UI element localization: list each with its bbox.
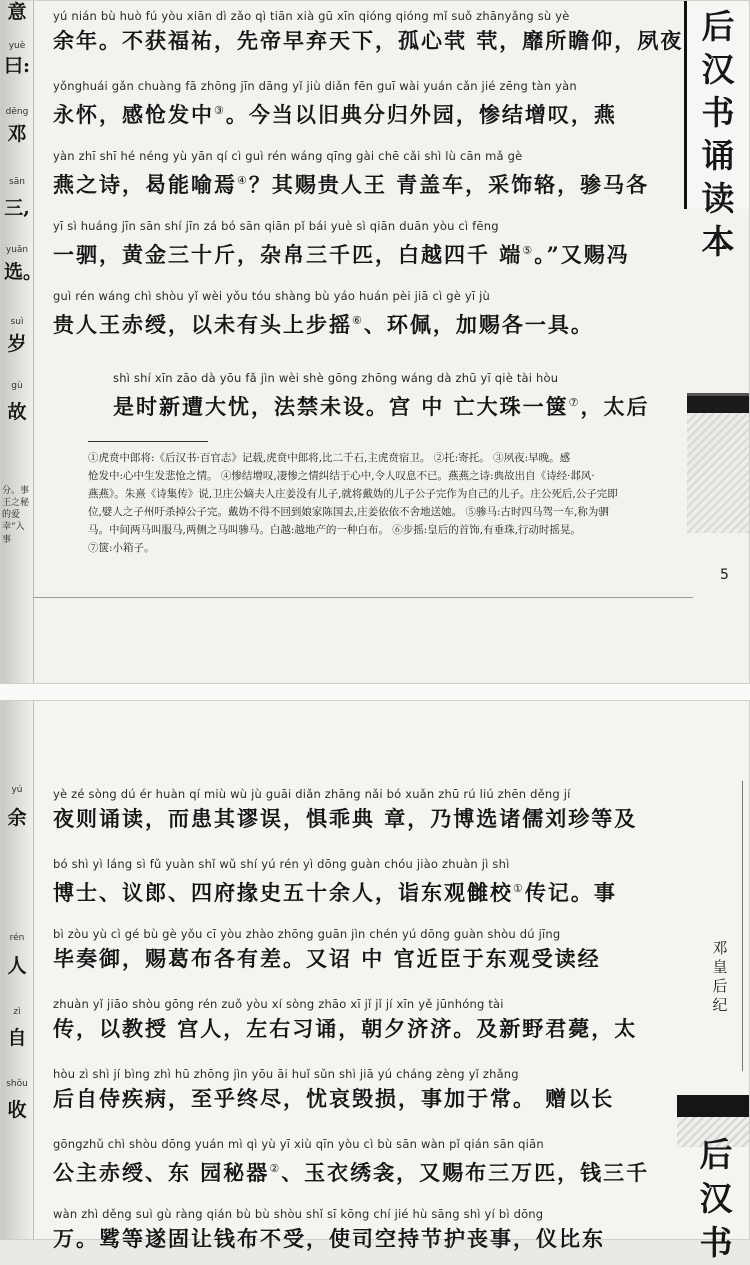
left-page-gutter [1, 1, 43, 683]
chinese-text: 一驷，黄金三十斤，杂帛三千匹，白越四千 端 [53, 242, 523, 267]
footnote-line: 怆发中:心中生发悲怆之情。 ④惨结增叹,凄惨之情纠结于心中,令人叹息不已。燕燕之诗:典故出自《诗经·邶风· [88, 470, 595, 482]
book-title-side-tab [684, 1, 749, 261]
footnote-marker: ① [513, 882, 525, 895]
footnote-divider [88, 441, 208, 442]
text-line [53, 1137, 693, 1186]
pinyin-line: guì rén wáng chì shòu yǐ wèi yǒu tóu shàng bù yáo huán pèi jiā cì gè yī jù [53, 289, 491, 303]
text-line [53, 9, 693, 58]
pinyin-line: bì zòu yù cì gé bù gè yǒu cī yòu zhào zhōng guān jìn chén yú dōng guàn shòu dú jīng [53, 927, 561, 941]
chinese-text: 、玉衣绣衾，又赐布三万匹，钱三千 [281, 1160, 650, 1185]
text-line [53, 927, 693, 976]
chinese-text: 万。骘等遂固让钱布不受，使司空持节护丧事，仪比东 [53, 1226, 605, 1251]
gutter-char: 人 [7, 955, 27, 977]
gutter-footnote-fragment: 分。事王之秘的爱幸“入事 [2, 486, 30, 545]
footnotes-block [88, 449, 688, 557]
footnote-line: 位,嬖人之子州吁杀掉公子完。戴妫不得不回到娘家陈国去,庄姜依依不舍地送她。 ⑤骖马:古时四马驾一车,称为驷 [88, 506, 609, 518]
text-line [53, 1207, 693, 1256]
chapter-label-vertical: 邓 皇 后 纪 [712, 939, 728, 1014]
gutter-pinyin: zì [13, 1007, 21, 1017]
text-line [53, 149, 693, 198]
chinese-line [53, 1012, 693, 1046]
chinese-line [53, 802, 693, 836]
chinese-text: 夜则诵读，而患其谬误，惧乖典 章，乃博选诸儒刘珍等及 [53, 806, 638, 831]
side-hatched-stripe [687, 413, 749, 533]
gutter-char: 故 [7, 401, 27, 423]
chinese-text: 。”又赐冯 [534, 242, 630, 267]
gutter-char: 余 [7, 807, 27, 829]
chinese-line [53, 1222, 693, 1256]
text-line [53, 79, 693, 128]
chinese-text: ，太后 [580, 394, 650, 419]
chinese-text: 贵人王赤绶，以未有头上步摇 [53, 312, 352, 337]
pinyin-line: yè zé sòng dú ér huàn qí miù wù jù guāi diǎn zhāng nǎi bó xuǎn zhū rú liú zhēn děng jí [53, 787, 571, 801]
gutter-pinyin: suì [10, 317, 24, 327]
gutter-char: 岁 [7, 333, 27, 355]
gutter-char: 自 [7, 1027, 27, 1049]
book-title-vertical: 后 汉 书 [699, 1135, 733, 1262]
bottom-book-page-photo [0, 700, 750, 1262]
pinyin-line: bó shì yì láng sì fǔ yuàn shǐ wǔ shí yú rén yì dōng guàn chóu jiào zhuàn jì shì [53, 857, 510, 871]
gutter-char: 曰: [4, 55, 31, 77]
gutter-char: 收 [7, 1099, 27, 1121]
chinese-line [53, 304, 693, 338]
chinese-text: 传记。事 [524, 880, 617, 905]
side-black-bar [677, 1095, 749, 1117]
text-line [53, 371, 693, 420]
pinyin-line: yàn zhī shī hé néng yù yān qí cì guì rén wáng qīng gài chē cǎi shì lù cān mǎ gè [53, 149, 523, 163]
gutter-pinyin: yú [11, 785, 23, 795]
footnote-marker: ⑥ [352, 314, 364, 327]
text-line [53, 857, 693, 906]
footnote-line: ①虎贲中郎将:《后汉书·百官志》记载,虎贲中郎将,比二千石,主虎贲宿卫。 ②托:寄托。 ③夙夜:早晚。感 [88, 452, 571, 464]
page-bottom-rule [33, 597, 693, 598]
chinese-text: 后自侍疾病，至乎终尽，忧哀毁损，事加于常。 赠以长 [53, 1086, 615, 1111]
gutter-char: 三, [4, 197, 30, 219]
gutter-pinyin: yuān [5, 245, 29, 255]
pinyin-line: hòu zì shì jí bìng zhì hū zhōng jìn yōu āi huǐ sǔn shì jiā yú cháng zèng yǐ zhǎng [53, 1067, 519, 1081]
pinyin-line: yī sì huáng jīn sān shí jīn zá bó sān qiān pǐ bái yuè sì qiān duān yòu cì fēng [53, 219, 499, 233]
footnote-line: 燕燕》。朱熹《诗集传》说,卫庄公嫡夫人庄姜没有儿子,就将戴妫的儿子公子完作为自己的儿子。庄公死后,公子完即 [88, 488, 618, 500]
top-page-body [33, 1, 749, 683]
pinyin-line: zhuàn yǐ jiāo shòu gōng rén zuǒ yòu xí sòng zhāo xī jǐ jǐ jí xīn yě jūnhóng tài [53, 997, 504, 1011]
chinese-text: 是时新遭大忧，法禁未设。宫 中 亡大珠一箧 [113, 394, 569, 419]
footnote-marker: ③ [214, 104, 226, 117]
footnote-marker: ④ [237, 174, 249, 187]
gutter-char: 选。 [4, 261, 43, 283]
chinese-line [53, 1152, 693, 1186]
chinese-text: 永怀，感怆发中 [53, 102, 214, 127]
book-title-vertical: 后 汉 书 诵 读 本 [701, 7, 735, 261]
chinese-line [53, 1082, 693, 1116]
footnote-marker: ② [269, 1162, 282, 1175]
pinyin-line: gōngzhǔ chì shòu dōng yuán mì qì yù yī xiù qīn yòu cì bù sān wàn pǐ qián sān qiān [53, 1137, 544, 1151]
chinese-line [53, 94, 693, 128]
chinese-line [53, 24, 693, 58]
gutter-pinyin: sān [9, 177, 25, 187]
text-line [53, 1067, 693, 1116]
chinese-text: 。今当以旧典分归外园，惨结增叹，燕 [225, 102, 617, 127]
gutter-pinyin: shǒu [6, 1079, 28, 1089]
footnote-marker: ⑦ [568, 396, 581, 409]
text-line [53, 289, 693, 338]
pinyin-line: yǒnghuái gǎn chuàng fā zhōng jīn dāng yǐ jiù diǎn fēn guī wài yuán cǎn jié zēng tàn yàn [53, 79, 577, 93]
page-number: 5 [720, 567, 729, 583]
bottom-page-body [33, 701, 749, 1251]
chinese-text: 余年。不获福祐，先帝早弃天下，孤心茕 茕，靡所瞻仰，夙夜 [53, 28, 684, 53]
side-vertical-rule [742, 781, 743, 1071]
chinese-text: 燕之诗，曷能喻焉 [53, 172, 237, 197]
gutter-pinyin: gù [11, 381, 23, 391]
chinese-line [53, 234, 693, 268]
text-line [53, 787, 693, 836]
pinyin-line: shì shí xīn zāo dà yōu fǎ jìn wèi shè gōng zhōng wáng dà zhū yī qiè tài hòu [113, 371, 559, 385]
chinese-text: 公主赤绶、东 园秘器 [53, 1160, 270, 1185]
gutter-char: 意 [7, 1, 27, 23]
gutter-char: 邓 [7, 123, 27, 145]
pinyin-line: yú nián bù huò fú yòu xiān dì zǎo qì tiān xià gū xīn qióng qióng mǐ suǒ zhānyǎng sù yè [53, 9, 570, 23]
chinese-line [53, 942, 693, 976]
pinyin-line: wàn zhì děng suì gù ràng qián bù bù shòu shǐ sī kōng chí jié hù sāng shì yí bì dōng [53, 1207, 544, 1221]
chinese-text: ？其赐贵人王 青盖车，采饰辂，骖马各 [248, 172, 650, 197]
text-line [53, 219, 693, 268]
chinese-line [53, 386, 693, 420]
chinese-text: 传，以教授 宫人，左右习诵，朝夕济济。及新野君薨，太 [53, 1016, 638, 1041]
footnote-marker: ⑤ [522, 244, 535, 257]
text-line [53, 997, 693, 1046]
chinese-text: 毕奏御，赐葛布各有差。又诏 中 官近臣于东观受读经 [53, 946, 601, 971]
chinese-text: 、环佩，加赐各一具。 [363, 312, 594, 337]
gutter-pinyin: rén [9, 933, 25, 943]
footnote-line: 马。中间两马叫服马,两侧之马叫骖马。白越:越地产的一种白布。 ⑥步摇:皇后的首饰,有垂珠,行动时摇晃。 [88, 524, 581, 536]
left-page-gutter [1, 701, 34, 1239]
chinese-line [53, 872, 693, 906]
footnote-line: ⑦箧:小箱子。 [88, 542, 155, 554]
chinese-line [53, 164, 693, 198]
chinese-text: 博士、议郎、四府掾史五十余人，诣东观雠校 [53, 880, 513, 905]
gutter-pinyin: dēng [5, 107, 29, 117]
gutter-pinyin: yuè [8, 41, 26, 51]
photo-separator [0, 684, 750, 700]
